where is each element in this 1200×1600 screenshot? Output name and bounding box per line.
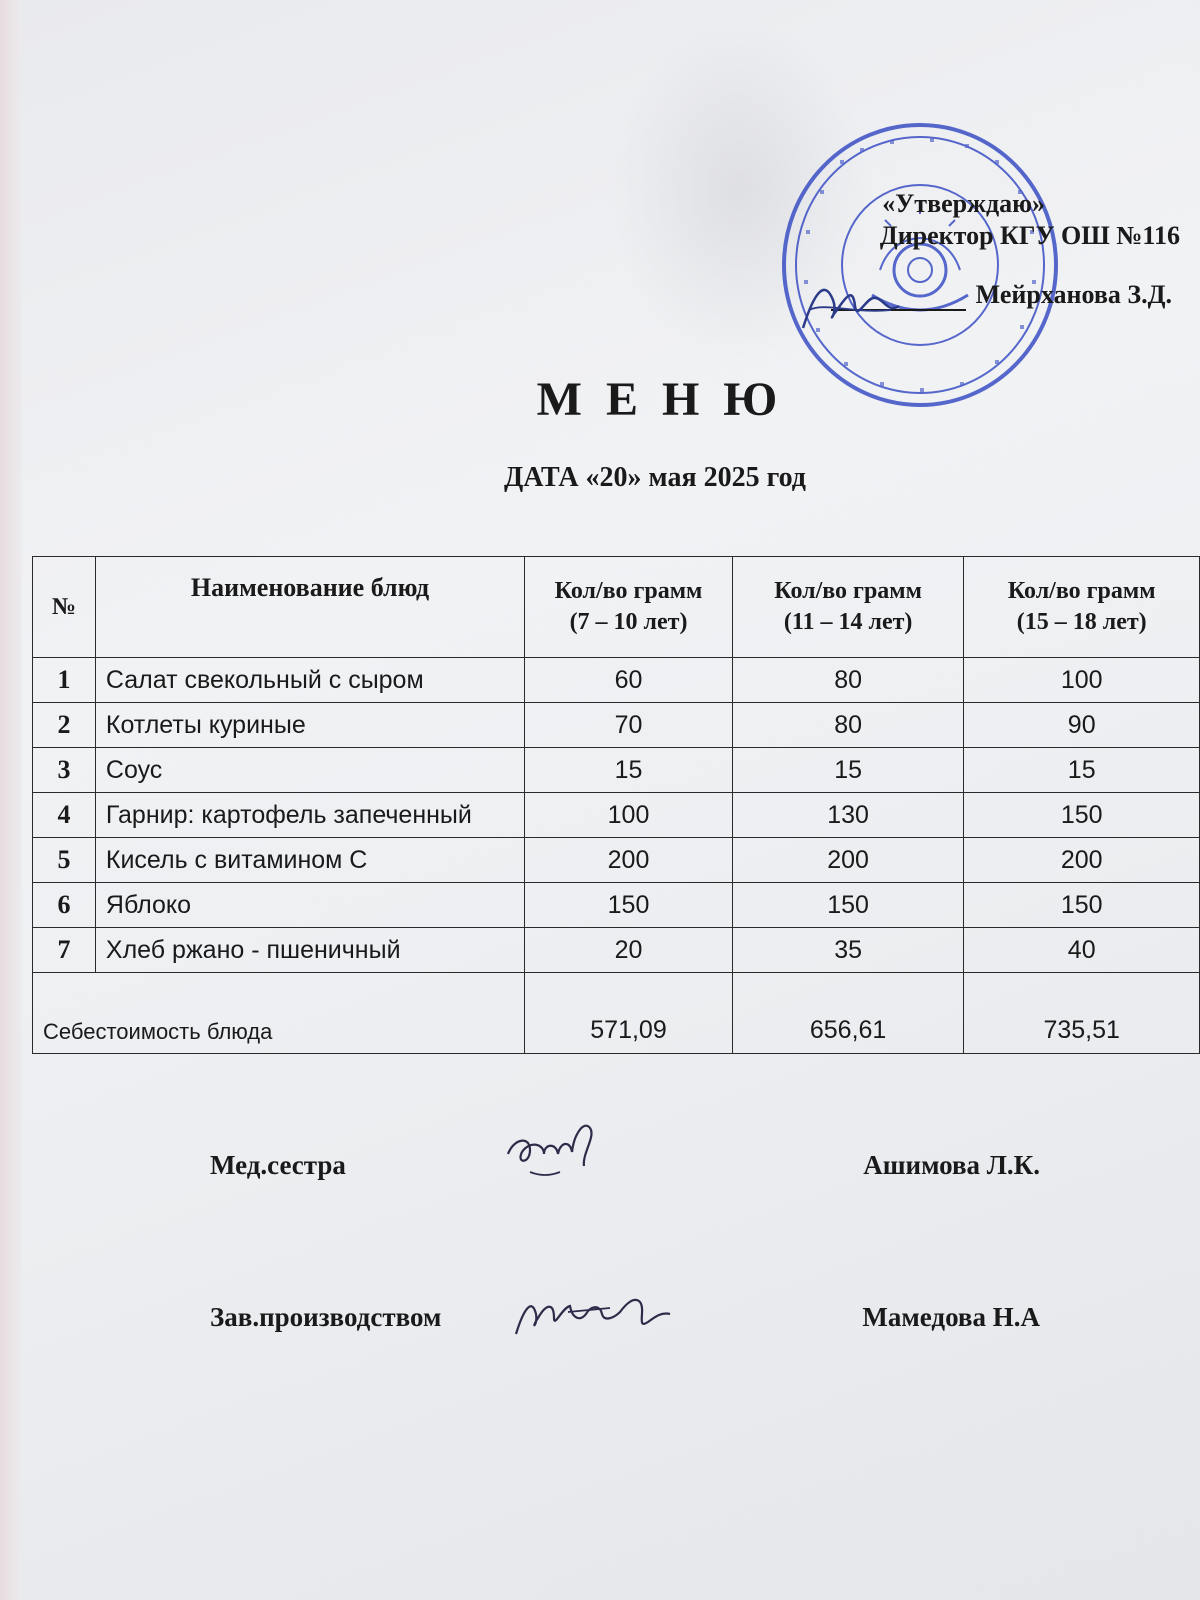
header-age-7-10 — [525, 557, 733, 658]
production-signature-row — [210, 1302, 1040, 1352]
grams-15-18: 150 — [964, 883, 1200, 928]
header-age-15-18-range: (15 – 18 лет) — [1016, 609, 1147, 635]
director-position: Директор КГУ ОШ №116 — [879, 220, 1180, 250]
dish-name: Гарнир: картофель запеченный — [95, 793, 524, 838]
production-role: Зав.производством — [210, 1302, 442, 1332]
grams-15-18: 200 — [964, 838, 1200, 883]
header-age-11-14-label: Кол/во грамм — [774, 578, 922, 604]
nurse-signature-icon — [500, 1114, 610, 1194]
document-date: ДАТА «20» мая 2025 год — [504, 462, 806, 493]
document-title: М Е Н Ю — [536, 373, 784, 426]
dish-name: Яблоко — [95, 883, 524, 928]
row-number: 3 — [33, 748, 96, 793]
grams-7-10: 150 — [525, 883, 733, 928]
dish-name: Хлеб ржано - пшеничный — [95, 928, 524, 973]
grams-15-18: 150 — [964, 793, 1200, 838]
table-header-row — [33, 557, 1200, 658]
cost-label: Себестоимость блюда — [33, 973, 525, 1054]
approval-title: «Утверждаю» — [882, 189, 1045, 218]
table-row — [33, 883, 1200, 928]
header-age-11-14 — [732, 557, 964, 658]
menu-table — [32, 556, 1200, 1054]
row-number: 6 — [33, 883, 96, 928]
table-row — [33, 748, 1200, 793]
cost-15-18: 735,51 — [964, 973, 1200, 1054]
dish-name: Соус — [95, 748, 524, 793]
grams-11-14: 130 — [732, 793, 964, 838]
row-number: 2 — [33, 703, 96, 748]
grams-11-14: 80 — [732, 658, 964, 703]
table-row — [33, 928, 1200, 973]
page-edge-shade — [0, 0, 22, 1600]
header-age-7-10-label: Кол/во грамм — [554, 578, 703, 604]
grams-7-10: 70 — [525, 703, 733, 748]
row-number: 1 — [33, 658, 96, 703]
grams-15-18: 40 — [964, 928, 1200, 973]
grams-11-14: 150 — [732, 883, 964, 928]
header-age-11-14-range: (11 – 14 лет) — [783, 609, 913, 635]
header-dish-name: Наименование блюд — [95, 557, 524, 658]
header-number: № — [33, 557, 96, 658]
table-row — [33, 838, 1200, 883]
header-age-15-18 — [964, 557, 1200, 658]
grams-11-14: 200 — [732, 838, 964, 883]
nurse-name: Ашимова Л.К. — [863, 1150, 1040, 1180]
grams-7-10: 15 — [525, 748, 733, 793]
cost-7-10: 571,09 — [525, 973, 733, 1054]
row-number: 4 — [33, 793, 96, 838]
director-name: Мейрханова З.Д. — [975, 280, 1172, 310]
grams-15-18: 90 — [964, 703, 1200, 748]
table-row — [33, 703, 1200, 748]
table-row — [33, 793, 1200, 838]
production-name: Мамедова Н.А — [862, 1302, 1040, 1332]
production-signature-icon — [510, 1278, 680, 1348]
header-age-15-18-label: Кол/во грамм — [1007, 578, 1156, 604]
header-age-7-10-range: (7 – 10 лет) — [569, 609, 688, 635]
table-row — [33, 658, 1200, 703]
grams-7-10: 60 — [525, 658, 733, 703]
nurse-signature-row — [210, 1150, 1040, 1200]
cost-row — [33, 973, 1200, 1054]
director-signature-icon — [795, 270, 905, 340]
dish-name: Котлеты куриные — [95, 703, 524, 748]
row-number: 5 — [33, 838, 96, 883]
dish-name: Салат свекольный с сыром — [95, 658, 524, 703]
row-number: 7 — [33, 928, 96, 973]
grams-7-10: 200 — [525, 838, 733, 883]
grams-15-18: 15 — [964, 748, 1200, 793]
grams-7-10: 20 — [525, 928, 733, 973]
cost-11-14: 656,61 — [732, 973, 964, 1054]
nurse-role: Мед.сестра — [210, 1150, 346, 1180]
grams-15-18: 100 — [964, 658, 1200, 703]
grams-11-14: 35 — [732, 928, 964, 973]
grams-11-14: 80 — [732, 703, 964, 748]
dish-name: Кисель с витамином С — [95, 838, 524, 883]
grams-7-10: 100 — [525, 793, 733, 838]
grams-11-14: 15 — [732, 748, 964, 793]
